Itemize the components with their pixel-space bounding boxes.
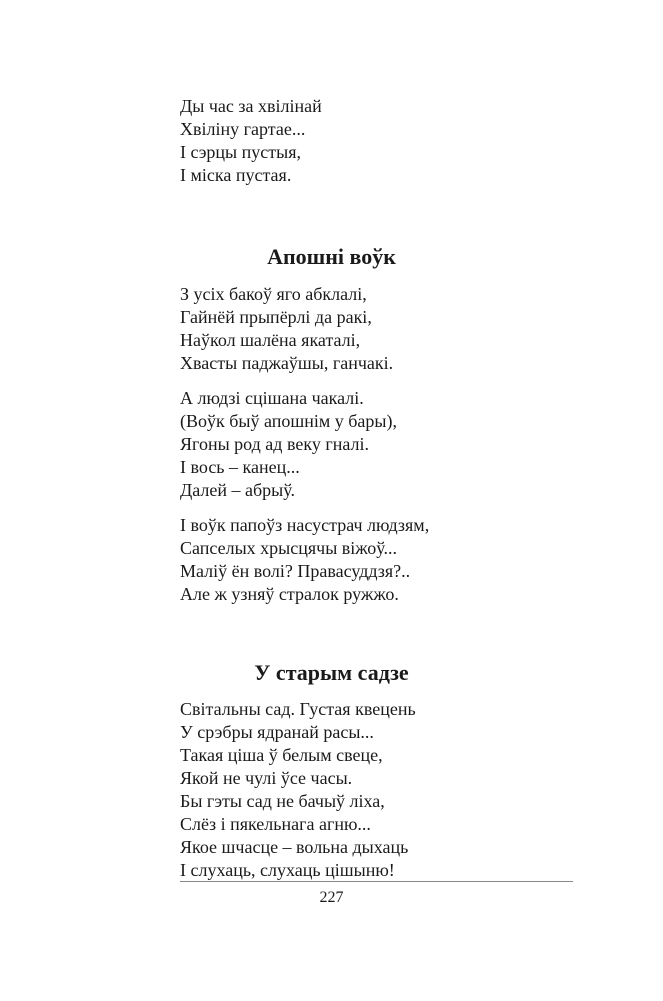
verse-line: І сэрцы пустыя, xyxy=(180,142,302,162)
verse-line: Сапселых хрысцячы віжоў... xyxy=(180,538,397,558)
verse-line: Гайнёй прыпёрлі да ракі, xyxy=(180,307,372,327)
verse-line: Далей – абрыў. xyxy=(180,480,295,500)
verse-line: Бы гэты сад не бачыў ліха, xyxy=(180,791,385,811)
verse-line: Якое шчасце – вольна дыхаць xyxy=(180,837,409,857)
verse-line: Маліў ён волі? Правасуддзя?.. xyxy=(180,561,411,581)
verse-line: І воўк папоўз насустрач людзям, xyxy=(180,515,430,535)
verse-line: А людзі сцішана чакалі. xyxy=(180,388,364,408)
stanza xyxy=(180,387,397,502)
verse-line: (Воўк быў апошнім у бары), xyxy=(180,411,398,431)
verse-line: Хвасты паджаўшы, ганчакі. xyxy=(180,353,394,373)
verse-line: І вось – канец... xyxy=(180,457,300,477)
verse-line: Ягоны род ад веку гналі. xyxy=(180,434,369,454)
verse-line: Ды час за хвілінай xyxy=(180,96,322,116)
stanza xyxy=(180,698,416,882)
verse-line: Хвіліну гартае... xyxy=(180,119,306,139)
verse-line: Але ж узняў стралок ружжо. xyxy=(180,584,399,604)
verse-line: З усіх бакоў яго абклалі, xyxy=(180,284,367,304)
verse-line: Світальны сад. Густая квецень xyxy=(180,699,416,719)
verse-line: Такая ціша ў белым свеце, xyxy=(180,745,383,765)
poem-title: Апошні воўк xyxy=(267,244,396,269)
footer-rule xyxy=(180,881,573,882)
verse-line: Якой не чулі ўсе часы. xyxy=(180,768,353,788)
verse-line: І міска пустая. xyxy=(180,165,292,185)
stanza xyxy=(180,95,322,187)
poem-title: У старым садзе xyxy=(254,660,409,685)
page-number: 227 xyxy=(319,889,344,906)
verse-line: У срэбры ядранай расы... xyxy=(180,722,374,742)
verse-line: Слёз і пякельнага агню... xyxy=(180,814,371,834)
stanza xyxy=(180,283,393,375)
verse-line: І слухаць, слухаць цішыню! xyxy=(180,860,395,880)
verse-line: Наўкол шалёна якаталі, xyxy=(180,330,361,350)
stanza xyxy=(180,514,429,606)
